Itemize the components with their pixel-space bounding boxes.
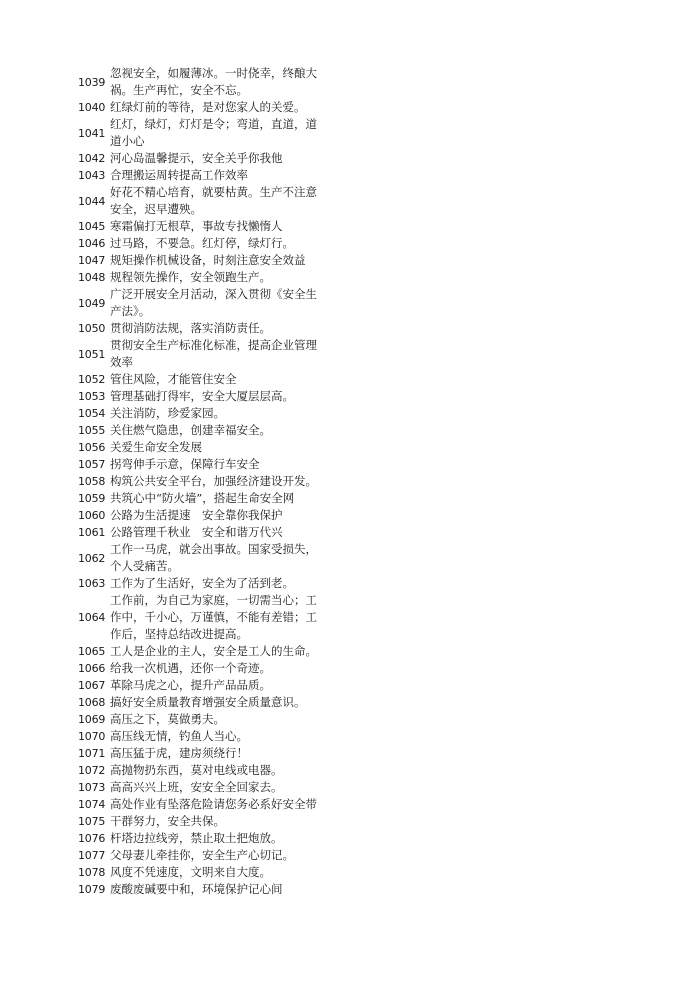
item-number: 1051 — [78, 347, 106, 361]
item-number: 1043 — [78, 169, 106, 182]
list-item — [78, 711, 328, 728]
item-text: 关住燃气隐患，创建幸福安全。 — [110, 423, 271, 437]
list-item — [78, 473, 328, 490]
item-number: 1070 — [78, 730, 106, 743]
item-number: 1041 — [78, 126, 106, 140]
item-number: 1076 — [78, 832, 106, 845]
item-number: 1062 — [78, 551, 106, 565]
list-item — [78, 116, 328, 150]
item-text: 过马路，不要急。红灯停，绿灯行。 — [110, 236, 294, 250]
item-text: 高压线无情，钓鱼人当心。 — [110, 729, 248, 743]
item-number: 1058 — [78, 475, 106, 488]
item-number: 1077 — [78, 849, 106, 862]
item-number: 1069 — [78, 713, 106, 726]
item-number: 1072 — [78, 764, 106, 777]
item-number: 1050 — [78, 322, 106, 335]
item-text: 风度不凭速度，文明来自大度。 — [110, 865, 271, 879]
item-text: 红绿灯前的等待，是对您家人的关爱。 — [110, 100, 306, 114]
list-item — [78, 830, 328, 847]
item-number: 1047 — [78, 254, 106, 267]
item-number: 1059 — [78, 492, 106, 505]
item-number: 1078 — [78, 866, 106, 879]
list-item — [78, 524, 328, 541]
item-text: 高高兴兴上班，安安全全回家去。 — [110, 780, 283, 794]
list-item — [78, 847, 328, 864]
item-text: 好花不精心培育，就要枯黄。生产不注意安全，迟早遭殃。 — [110, 185, 317, 216]
item-text: 干群努力，安全共保。 — [110, 814, 225, 828]
item-number: 1042 — [78, 152, 106, 165]
list-item — [78, 150, 328, 167]
item-number: 1063 — [78, 577, 106, 590]
item-text: 革除马虎之心，提升产品品质。 — [110, 678, 271, 692]
list-item — [78, 184, 328, 218]
item-text: 搞好安全质量教育增强安全质量意识。 — [110, 695, 306, 709]
list-item — [78, 388, 328, 405]
list-item — [78, 320, 328, 337]
item-number: 1039 — [78, 75, 106, 89]
item-text: 高压猛于虎，建房须绕行！ — [110, 746, 248, 760]
item-text: 规矩操作机械设备，时刻注意安全效益 — [110, 253, 306, 267]
item-number: 1044 — [78, 194, 106, 208]
item-text: 管住风险，才能管住安全 — [110, 372, 237, 386]
item-text: 公路管理千秋业 安全和谐万代兴 — [110, 525, 283, 539]
item-text: 红灯，绿灯，灯灯是令；弯道，直道，道道小心 — [110, 117, 317, 148]
item-number: 1061 — [78, 526, 106, 539]
item-text: 规程领先操作，安全领跑生产。 — [110, 270, 271, 284]
list-item — [78, 490, 328, 507]
item-text: 构筑公共安全平台，加强经济建设开发。 — [110, 474, 317, 488]
list-item — [78, 592, 328, 643]
list-item — [78, 677, 328, 694]
item-number: 1049 — [78, 296, 106, 310]
item-text: 工作为了生活好，安全为了活到老。 — [110, 576, 294, 590]
item-text: 合理搬运周转提高工作效率 — [110, 168, 248, 182]
list-item — [78, 405, 328, 422]
item-text: 共筑心中“防火墙”，搭起生命安全网 — [110, 491, 295, 505]
item-number: 1064 — [78, 611, 106, 624]
item-text: 父母妻儿牵挂你，安全生产心切记。 — [110, 848, 294, 862]
item-text: 拐弯伸手示意，保障行车安全 — [110, 457, 260, 471]
item-number: 1068 — [78, 696, 106, 709]
item-text: 工作前，为自己为家庭，一切需当心；工作中，千小心，万谨慎，不能有差错；工作后，坚持总结改进提高。 — [110, 593, 317, 641]
list-item — [78, 507, 328, 524]
list-item — [78, 813, 328, 830]
item-text: 给我一次机遇，还你一个奇迹。 — [110, 661, 271, 675]
list-item — [78, 422, 328, 439]
item-number: 1046 — [78, 237, 106, 250]
item-text: 关注消防，珍爱家园。 — [110, 406, 225, 420]
list-item — [78, 762, 328, 779]
list-item — [78, 864, 328, 881]
item-number: 1074 — [78, 798, 106, 811]
item-text: 河心岛温馨提示，安全关乎你我他 — [110, 151, 283, 165]
list-item — [78, 728, 328, 745]
item-number: 1055 — [78, 424, 106, 437]
item-text: 高压之下，莫做勇夫。 — [110, 712, 225, 726]
item-text: 公路为生活提速 安全靠你我保护 — [110, 508, 283, 522]
item-number: 1067 — [78, 679, 106, 692]
item-number: 1071 — [78, 747, 106, 760]
list-item — [78, 65, 328, 99]
item-text: 工作一马虎，就会出事故。国家受损失，个人受痛苦。 — [110, 542, 317, 573]
item-text: 工人是企业的主人，安全是工人的生命。 — [110, 644, 317, 658]
list-item — [78, 643, 328, 660]
item-text: 广泛开展安全月活动，深入贯彻《安全生产法》。 — [110, 287, 317, 318]
item-number: 1040 — [78, 101, 106, 114]
item-text: 贯彻安全生产标准化标准，提高企业管理效率 — [110, 338, 317, 369]
item-text: 管理基础打得牢，安全大厦层层高。 — [110, 389, 294, 403]
list-item — [78, 439, 328, 456]
list-item — [78, 371, 328, 388]
list-item — [78, 541, 328, 575]
item-number: 1045 — [78, 220, 106, 233]
item-number: 1054 — [78, 407, 106, 420]
item-text: 废酸废碱要中和，环境保护记心间 — [110, 882, 283, 896]
slogan-list — [78, 65, 328, 898]
item-number: 1075 — [78, 815, 106, 828]
list-item — [78, 796, 328, 813]
list-item — [78, 779, 328, 796]
item-number: 1066 — [78, 662, 106, 675]
list-item — [78, 286, 328, 320]
item-text: 关爱生命安全发展 — [110, 440, 202, 454]
item-number: 1060 — [78, 509, 106, 522]
item-text: 杆塔边拉线旁，禁止取土把炮放。 — [110, 831, 283, 845]
item-text: 高抛物扔东西，莫对电线或电器。 — [110, 763, 283, 777]
list-item — [78, 694, 328, 711]
list-item — [78, 456, 328, 473]
list-item — [78, 235, 328, 252]
list-item — [78, 337, 328, 371]
list-item — [78, 881, 328, 898]
item-number: 1065 — [78, 645, 106, 658]
item-number: 1079 — [78, 883, 106, 896]
list-item — [78, 99, 328, 116]
list-item — [78, 575, 328, 592]
list-item — [78, 218, 328, 235]
item-text: 忽视安全，如履薄冰。一时侥幸，终酿大祸。生产再忙，安全不忘。 — [110, 66, 317, 97]
item-text: 贯彻消防法规，落实消防责任。 — [110, 321, 271, 335]
item-text: 寒霜偏打无根草，事故专找懒惰人 — [110, 219, 283, 233]
item-text: 高处作业有坠落危险请您务必系好安全带 — [110, 797, 317, 811]
item-number: 1073 — [78, 781, 106, 794]
item-number: 1056 — [78, 441, 106, 454]
item-number: 1048 — [78, 271, 106, 284]
list-item — [78, 252, 328, 269]
item-number: 1052 — [78, 373, 106, 386]
list-item — [78, 167, 328, 184]
list-item — [78, 660, 328, 677]
item-number: 1053 — [78, 390, 106, 403]
list-item — [78, 745, 328, 762]
item-number: 1057 — [78, 458, 106, 471]
list-item — [78, 269, 328, 286]
